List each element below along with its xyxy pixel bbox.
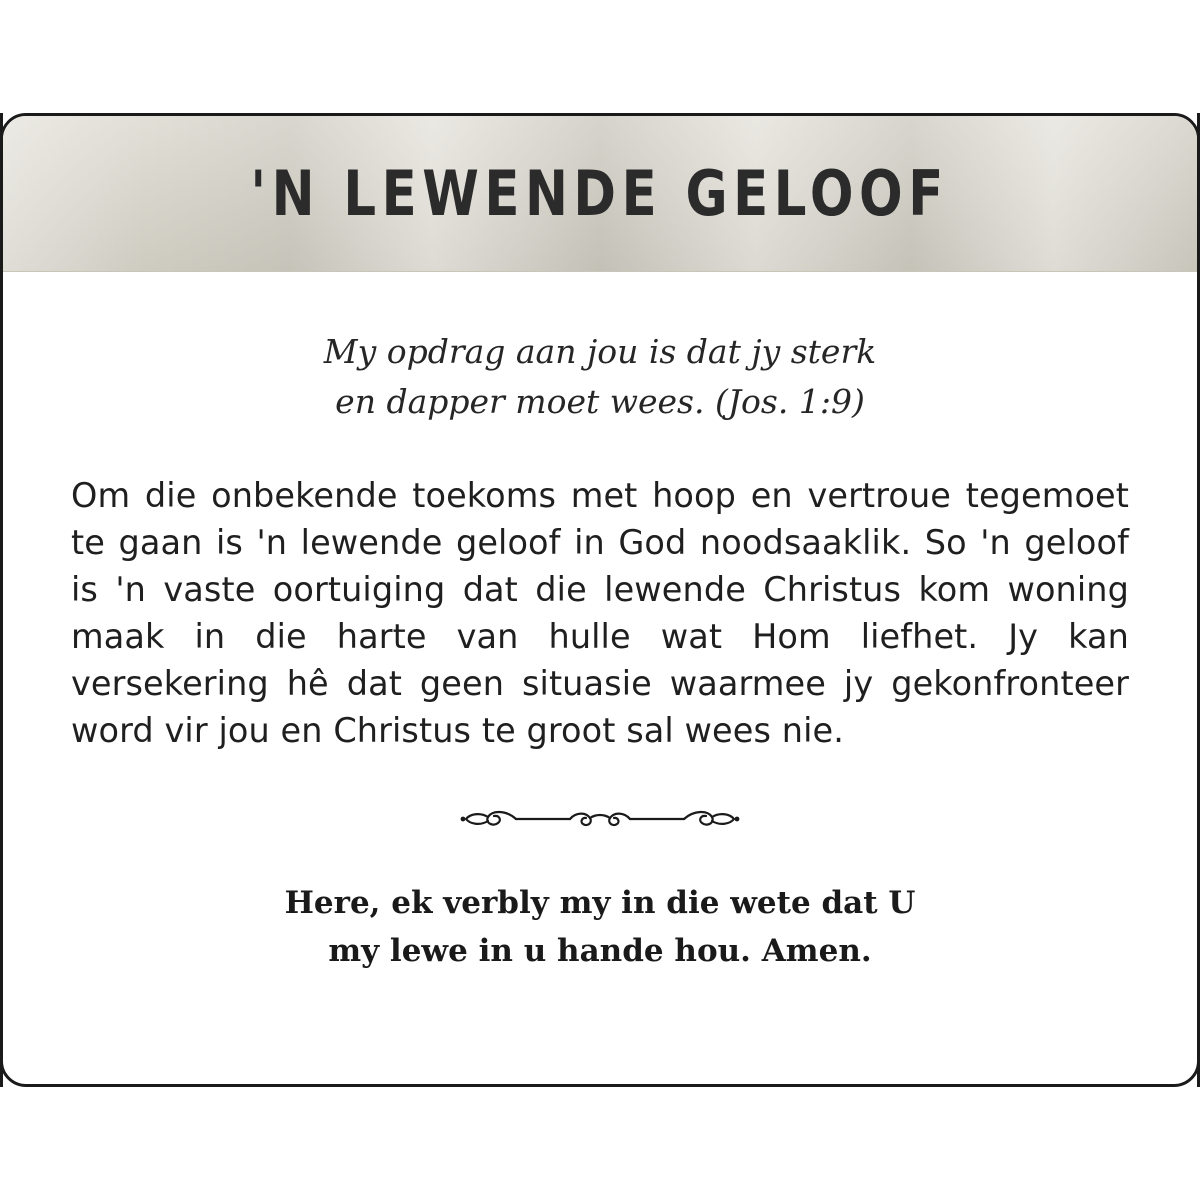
ornamental-flourish-divider-icon — [420, 799, 780, 839]
verse-line-1: My opdrag aan jou is dat jy sterk — [323, 332, 877, 371]
devotional-card — [0, 113, 1200, 1087]
devotional-paragraph: Om die onbekende toekoms met hoop en vertroue tegemoet te gaan is 'n lewende geloof in God noodsaaklik. So 'n geloof is 'n vaste oortuiging dat die lewende Christus kom woning maak in die harte van hulle wat Hom liefhet. Jy kan versekering hê dat geen situasie waarmee jy gekonfronteer word vir jou en Christus te groot sal wees nie. — [71, 476, 1129, 750]
scripture-verse — [71, 327, 1129, 427]
card-body — [3, 271, 1197, 1084]
verse-line-2: en dapper moet wees. (Jos. 1:9) — [335, 382, 865, 422]
page-title: 'N LEWENDE GELOOF — [250, 157, 950, 230]
card-header — [3, 116, 1197, 272]
prayer-line-1: Here, ek verbly my in die wete dat U — [284, 884, 916, 921]
prayer-text — [71, 879, 1129, 975]
prayer-line-2: my lewe in u hande hou. Amen. — [328, 932, 872, 969]
